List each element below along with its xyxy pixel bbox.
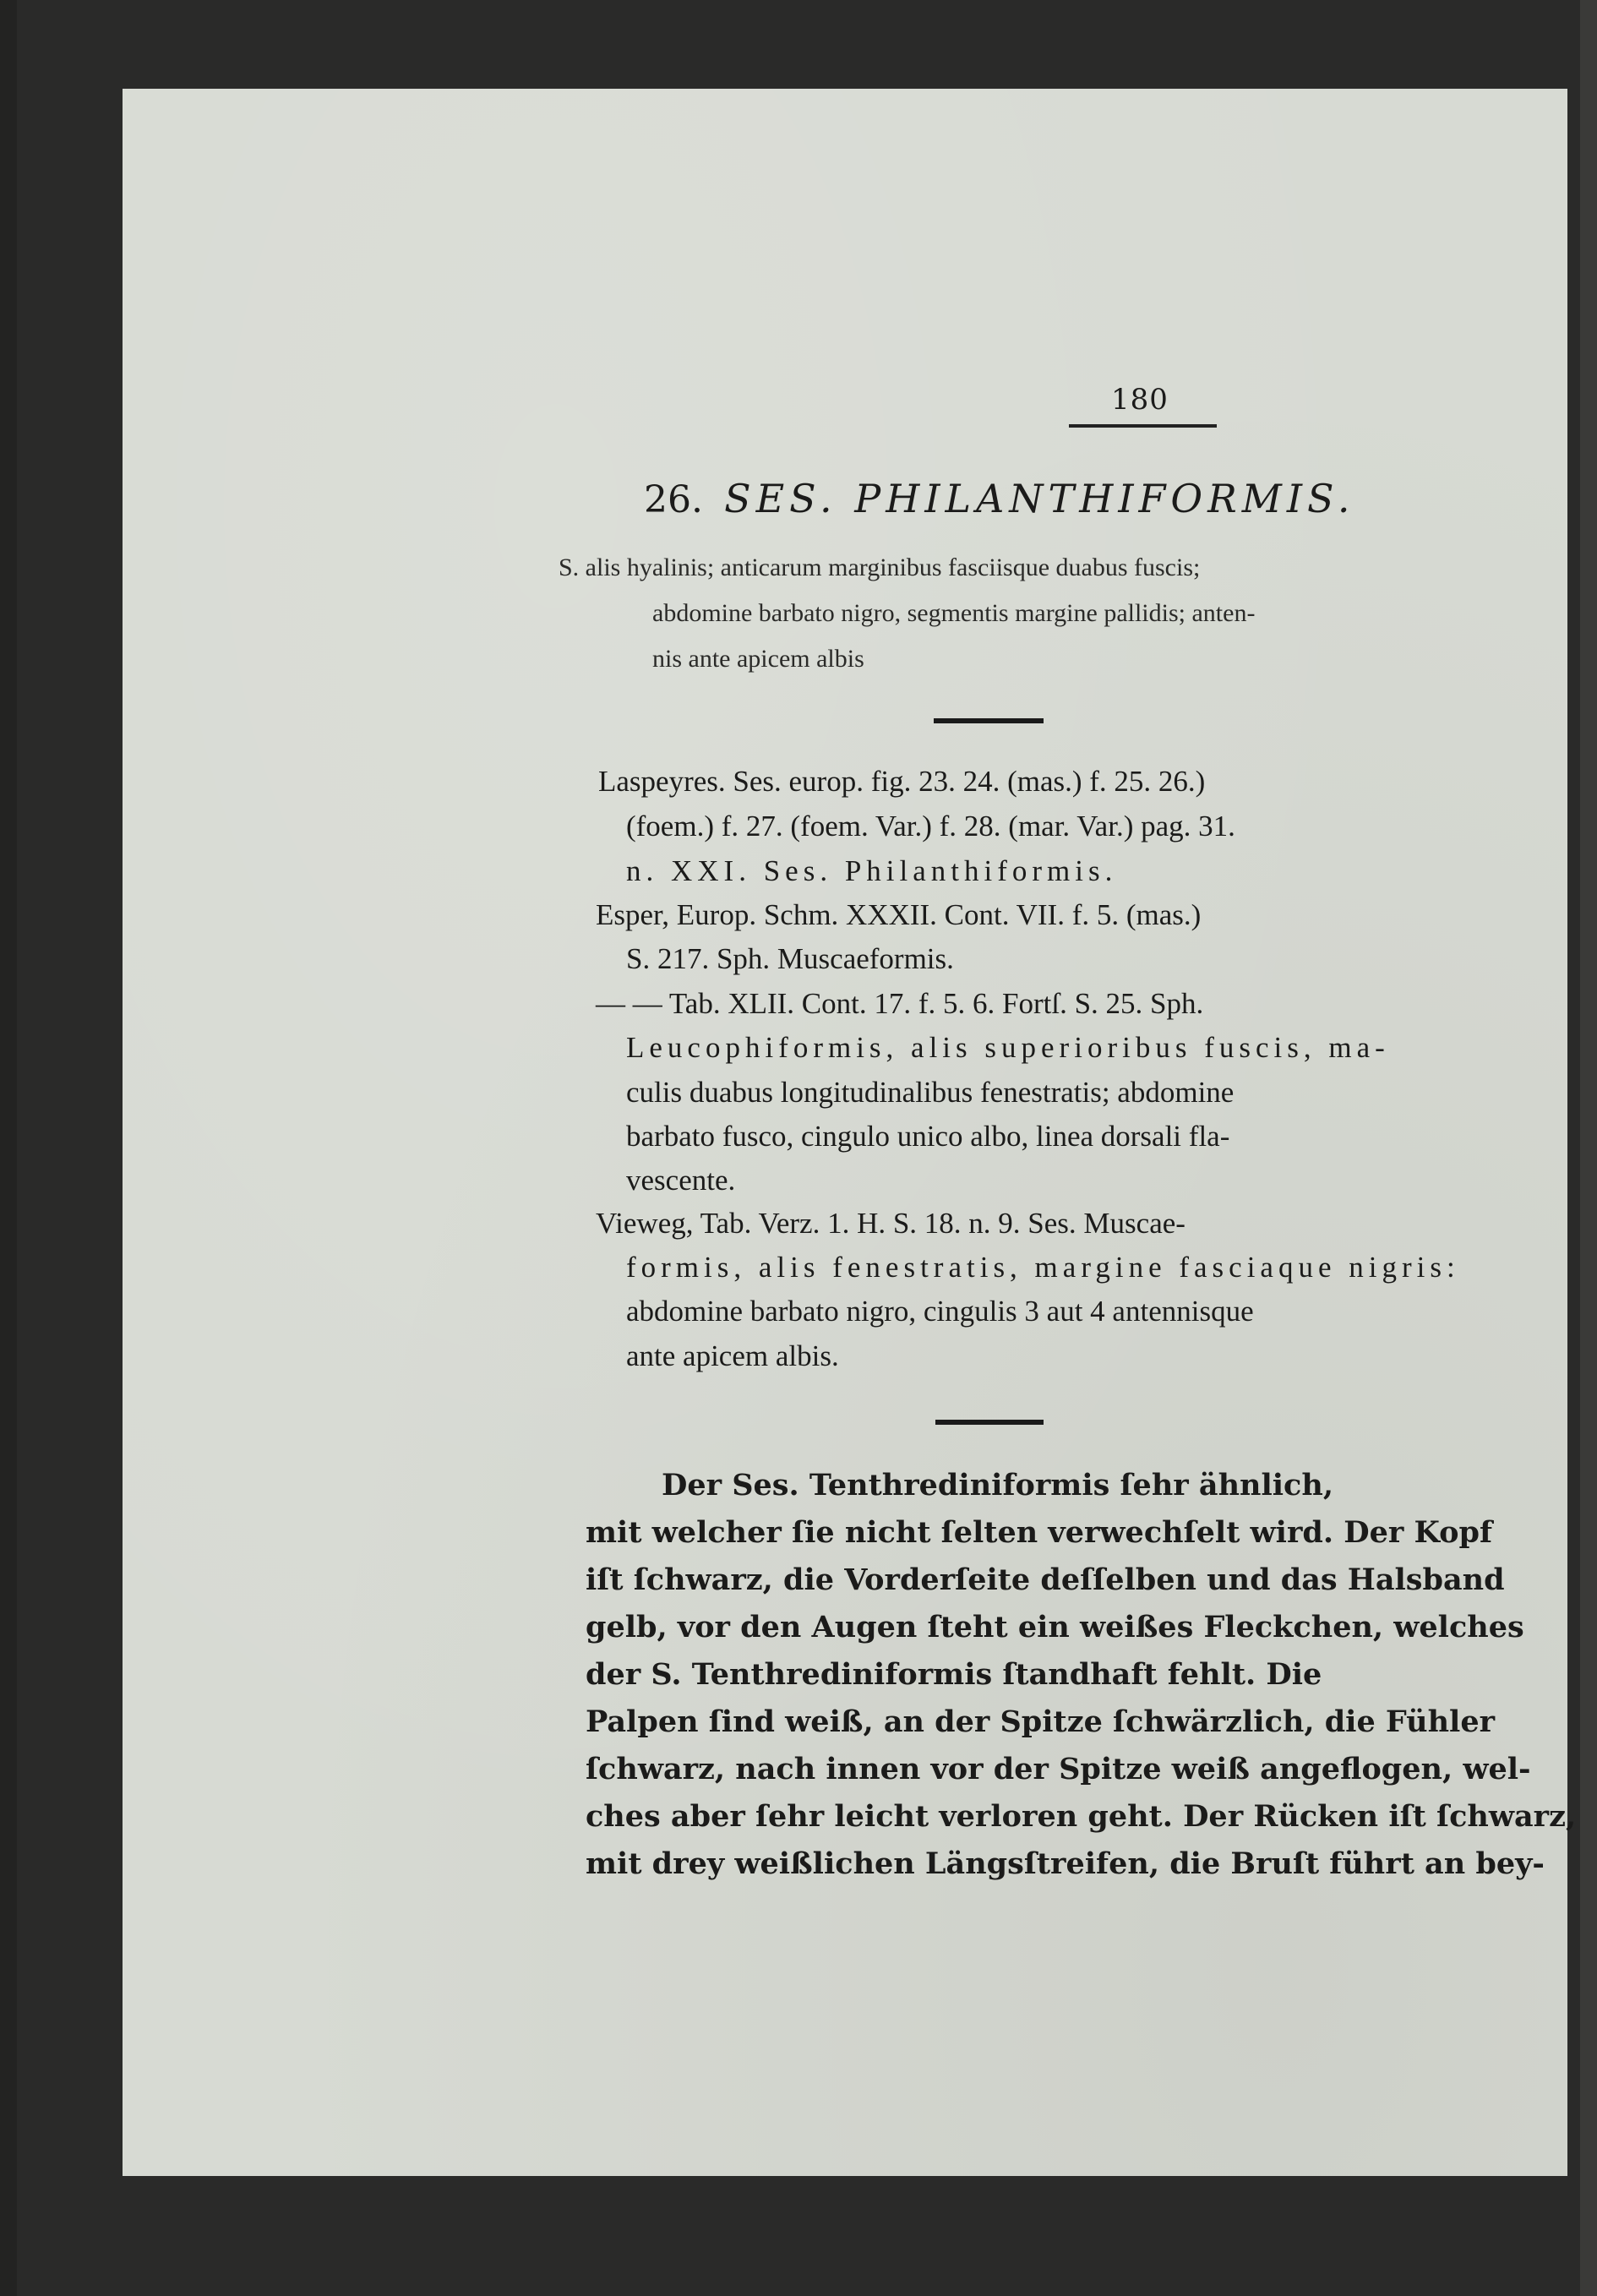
book-page [123,89,1577,2176]
description-line: mit welcher ſie nicht ſelten verwechſelt wird. Der Kopf [586,1515,1493,1550]
reference-line: S. 217. Sph. Muscaeformis. [626,942,954,975]
diagnosis-line: nis ante apicem albis [652,645,864,673]
description-line: Palpen ſind weiß, an der Spitze ſchwärzlich, die Fühler [586,1704,1496,1739]
left-shadow [0,0,17,2296]
page-number-rule [1069,424,1217,428]
description-line: iſt ſchwarz, die Vorderſeite deſſelben und das Halsband [586,1562,1505,1597]
diagnosis-line: abdomine barbato nigro, segmentis margine pallidis; anten- [652,599,1256,627]
reference-line: formis, alis fenestratis, margine fasciaque nigris: [626,1251,1460,1284]
reference-line: ante apicem albis. [626,1339,839,1372]
description-line: der S. Tenthrediniformis ſtandhaft fehlt. Die [586,1657,1322,1692]
reference-line: culis duabus longitudinalibus fenestratis; abdomine [626,1076,1235,1109]
description-line: gelb, vor den Augen ſteht ein weißes Fleckchen, welches [586,1610,1524,1644]
reference-line: n. XXI. Ses. Philanthiformis. [626,854,1118,887]
right-strip [1580,0,1597,2296]
reference-line: Laspeyres. Ses. europ. fig. 23. 24. (mas.) f. 25. 26.) [598,765,1206,798]
section-rule [934,718,1044,723]
diagnosis-line: S. alis hyalinis; anticarum marginibus fasciisque duabus fuscis; [559,554,1201,581]
reference-line: Leucophiformis, alis superioribus fuscis, ma- [626,1031,1390,1064]
reference-line: Vieweg, Tab. Verz. 1. H. S. 18. n. 9. Ses. Muscae- [596,1207,1185,1240]
reference-line: (foem.) f. 27. (foem. Var.) f. 28. (mar. Var.) pag. 31. [626,810,1235,843]
reference-line: barbato fusco, cingulo unico albo, linea dorsali fla- [626,1120,1230,1153]
species-number: 26. [644,478,703,521]
page-number: 180 [1111,383,1169,417]
description-line: Der Ses. Tenthrediniformis ſehr ähnlich, [662,1468,1334,1502]
section-rule [935,1420,1044,1425]
reference-line: Esper, Europ. Schm. XXXII. Cont. VII. f. 5. (mas.) [596,898,1202,931]
reference-line: vescente. [626,1164,736,1197]
species-name: SES. PHILANTHIFORMIS. [724,476,1355,521]
species-heading [644,476,1355,521]
description-line: mit drey weißlichen Längsſtreifen, die Bruſt führt an bey- [586,1846,1545,1881]
reference-line: abdomine barbato nigro, cingulis 3 aut 4 antennisque [626,1295,1254,1328]
description-line: ſchwarz, nach innen vor der Spitze weiß angeflogen, wel- [586,1752,1531,1786]
reference-line: — — Tab. XLII. Cont. 17. f. 5. 6. Fortſ. S. 25. Sph. [596,987,1204,1020]
description-line: ches aber ſehr leicht verloren geht. Der Rücken iſt ſchwarz, [586,1799,1577,1834]
